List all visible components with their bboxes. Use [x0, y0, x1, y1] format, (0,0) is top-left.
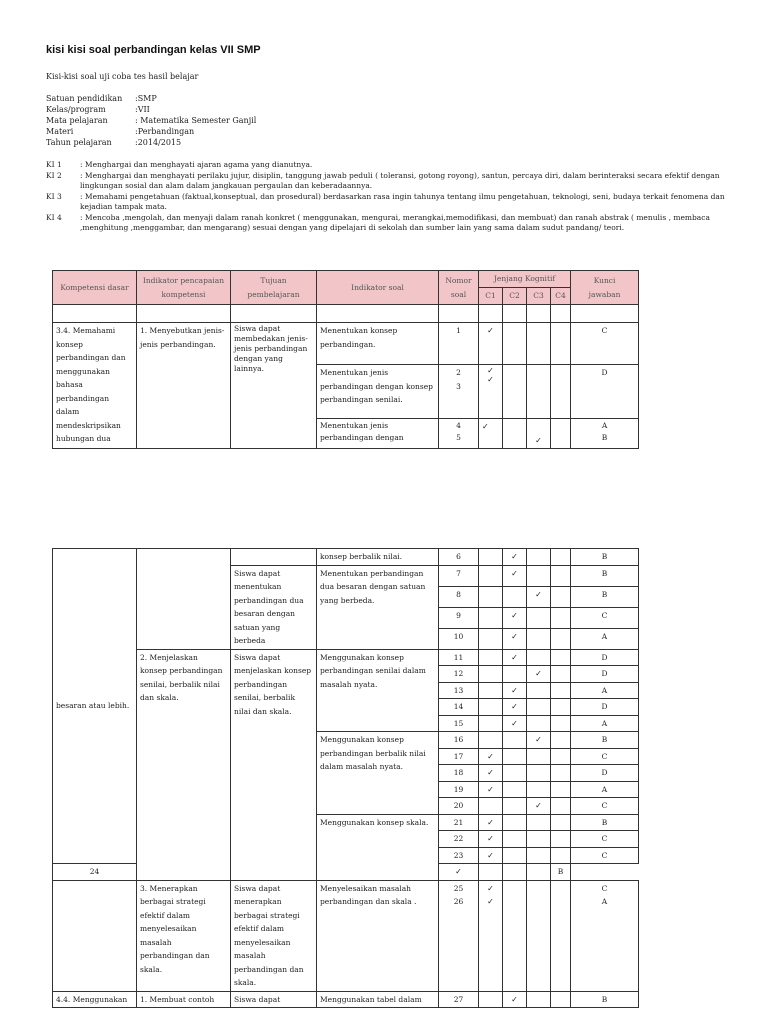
kunci-value: C: [601, 883, 608, 893]
header-indikator-soal: Indikator soal: [317, 271, 439, 305]
table-cell: [527, 365, 551, 419]
kunci-value: A: [601, 421, 608, 430]
table-cell: [317, 305, 439, 323]
table-cell: [503, 765, 527, 782]
table-cell: [503, 732, 527, 749]
table-cell: [551, 748, 571, 765]
table-cell: [551, 666, 571, 683]
table-cell: [551, 765, 571, 782]
table-cell: [527, 565, 551, 586]
kunci-cell: C: [571, 323, 639, 365]
table-cell: [503, 666, 527, 683]
indikator-soal-cell: Menggunakan tabel dalam: [317, 991, 439, 1008]
header-kd: Kompetensi dasar: [53, 271, 137, 305]
indikator-soal-cell: Menggunakan konsep perbandingan berbalik nilai dalam masalah nyata.: [317, 732, 439, 815]
check-icon: ✓: [503, 991, 527, 1008]
ki-text: : Mencoba ,mengolah, dan menyaji dalam ranah konkret ( menggunakan, mengurai, merangkai,memodifikasi, dan membuat) dan ranah abstrak ( menulis , membaca ,menghitung ,menggambar, dan mengarang) sesuai dengan yang dipelajari di sekolah dan sumber lain yang sama dalam sudut pandang/ teori.: [80, 212, 710, 232]
meta-value: : Matematika Semester Ganjil: [135, 116, 257, 125]
table-cell: [503, 323, 527, 365]
kunci-cell: A: [571, 682, 639, 699]
table-cell: [479, 549, 503, 566]
kunci-cell: D: [571, 699, 639, 716]
check-icon: ✓: [479, 748, 503, 765]
header-indikator: [137, 271, 231, 305]
header-tujuan: [231, 271, 317, 305]
nomor-value: 25: [453, 883, 464, 893]
table-cell: [551, 682, 571, 699]
indikator-cell: 1. Membuat contoh: [137, 991, 231, 1008]
check-icon: ✓: [487, 375, 494, 384]
header-indikator-2: kompetensi: [161, 289, 206, 299]
kunci-cell: B: [571, 991, 639, 1008]
kunci-cell: A: [571, 628, 639, 649]
nomor-cell: 20: [439, 798, 479, 815]
table-header-row: [53, 271, 639, 288]
nomor-cell: 9: [439, 607, 479, 628]
table-cell: [503, 748, 527, 765]
nomor-value: 5: [456, 433, 461, 442]
table-cell: [551, 847, 571, 864]
table-cell: [527, 549, 551, 566]
table-cell: [551, 628, 571, 649]
table-spacer-row: [53, 305, 639, 323]
meta-info: [46, 93, 256, 148]
ki-label: KI 2: [46, 170, 62, 180]
table-cell: [527, 715, 551, 732]
table-cell: [551, 649, 571, 666]
tujuan-cell: Siswa dapat menentukan perbandingan dua besaran dengan satuan yang berbeda: [231, 565, 317, 649]
indikator-soal-cell: Menyelesaikan masalah perbandingan dan skala .: [317, 880, 439, 991]
header-nomor: [439, 271, 479, 305]
nomor-cell: 16: [439, 732, 479, 749]
kunci-cell: [571, 419, 639, 449]
table-cell: [439, 305, 479, 323]
tujuan-cell: Siswa dapat: [231, 991, 317, 1008]
nomor-cell: 15: [439, 715, 479, 732]
ki-text: : Memahami pengetahuan (faktual,konseptual, dan prosedural) berdasarkan rasa ingin tahunya tentang ilmu pengetahuan, teknologi, seni, budaya terkait fenomena dan kejadian tampak mata.: [80, 191, 725, 211]
table-row: [53, 880, 639, 991]
table-cell: [479, 798, 503, 815]
kunci-cell: D: [571, 765, 639, 782]
nomor-cell: 6: [439, 549, 479, 566]
nomor-cell: 7: [439, 565, 479, 586]
nomor-cell: 27: [439, 991, 479, 1008]
kunci-cell: B: [571, 549, 639, 566]
kunci-cell: C: [571, 748, 639, 765]
header-kunci-1: Kunci: [593, 275, 616, 285]
table-cell: [527, 781, 551, 798]
table-cell: [551, 565, 571, 586]
table-cell: [503, 831, 527, 848]
kunci-cell: A: [571, 781, 639, 798]
header-c4: C4: [551, 288, 571, 305]
table-cell: [503, 798, 527, 815]
nomor-cell: 19: [439, 781, 479, 798]
subtitle: Kisi-kisi soal uji coba tes hasil belajar: [46, 72, 199, 81]
kunci-value: A: [601, 897, 608, 906]
table-cell: [527, 628, 551, 649]
table-cell: [479, 607, 503, 628]
table-row: [53, 991, 639, 1008]
indikator-soal-cell: konsep berbalik nilai.: [317, 549, 439, 566]
kunci-cell: A: [571, 715, 639, 732]
indikator-soal-cell: Menggunakan konsep skala.: [317, 814, 439, 880]
nomor-cell: [439, 880, 479, 991]
ki-text: : Menghargai dan menghayati perilaku jujur, disiplin, tanggung jawab peduli ( toleransi, gotong royong), santun, percaya diri, dalam berinteraksi secara efektif dengan lingkungan sosial dan alam dalam jangkauan pergaulan dan keberadaannya.: [80, 170, 720, 190]
table-cell: [527, 748, 551, 765]
check-icon: ✓: [479, 847, 503, 864]
table-cell: [527, 323, 551, 365]
kunci-cell: B: [571, 732, 639, 749]
header-c1: C1: [479, 288, 503, 305]
ki-text: : Menghargai dan menghayati ajaran agama yang dianutnya.: [80, 160, 313, 169]
nomor-cell: 10: [439, 628, 479, 649]
kunci-cell: [571, 880, 639, 991]
table-cell: [551, 549, 571, 566]
indikator-soal-cell: Menentukan perbandingan dua besaran dengan satuan yang berbeda.: [317, 565, 439, 649]
table-cell: [551, 586, 571, 607]
meta-value: :2014/2015: [135, 138, 182, 147]
table-cell: [527, 649, 551, 666]
kunci-cell: C: [571, 831, 639, 848]
table-cell: [479, 649, 503, 666]
table-cell: [551, 715, 571, 732]
table-row: [53, 549, 639, 566]
check-icon: ✓: [503, 649, 527, 666]
check-icon: ✓: [479, 781, 503, 798]
check-icon: ✓: [479, 814, 503, 831]
nomor-cell: [439, 365, 479, 419]
table-cell: [551, 365, 571, 419]
kd-cell: [53, 880, 137, 991]
meta-key: Satuan pendidikan: [46, 94, 123, 103]
table-cell: [503, 847, 527, 864]
check-icon: ✓: [487, 366, 494, 375]
nomor-cell: 17: [439, 748, 479, 765]
table-cell: [551, 798, 571, 815]
check-icon: ✓: [527, 586, 551, 607]
table-cell: [551, 781, 571, 798]
check-icon: ✓: [503, 607, 527, 628]
check-icon: ✓: [479, 831, 503, 848]
table-cell: [551, 305, 571, 323]
nomor-value: 3: [456, 381, 461, 391]
table-cell: [551, 607, 571, 628]
tujuan-cell: Siswa dapat menjelaskan konsep perbandingan senilai, berbalik nilai dan skala.: [231, 649, 317, 880]
table-row: [53, 649, 639, 666]
table-cell: [551, 831, 571, 848]
table-cell: [527, 699, 551, 716]
check-icon: ✓: [503, 565, 527, 586]
table-cell: [527, 847, 551, 864]
nomor-cell: 8: [439, 586, 479, 607]
check-icon: ✓: [487, 897, 494, 906]
nomor-cell: 23: [439, 847, 479, 864]
meta-key: Materi: [46, 127, 74, 136]
check-icon: ✓: [527, 666, 551, 683]
header-jenjang: Jenjang Kognitif: [479, 271, 571, 288]
table-cell: [503, 781, 527, 798]
kd-cell: besaran atau lebih.: [53, 549, 137, 864]
check-icon: ✓: [527, 798, 551, 815]
header-indikator-1: Indikator pencapaian: [142, 275, 225, 285]
check-cell: [479, 880, 503, 991]
kisi-table-page1: [52, 270, 639, 449]
nomor-cell: 21: [439, 814, 479, 831]
kisi-table-page2: [52, 548, 639, 1008]
check-icon: ✓: [503, 549, 527, 566]
table-cell: [527, 831, 551, 848]
table-cell: [551, 323, 571, 365]
table-cell: [503, 305, 527, 323]
kunci-cell: D: [571, 649, 639, 666]
nomor-value: 2: [456, 368, 461, 377]
check-icon: ✓: [479, 765, 503, 782]
check-icon: ✓: [503, 699, 527, 716]
check-icon: ✓: [503, 715, 527, 732]
nomor-cell: 14: [439, 699, 479, 716]
kunci-cell: B: [571, 814, 639, 831]
nomor-cell: [439, 419, 479, 449]
page-title: kisi kisi soal perbandingan kelas VII SMP: [46, 44, 261, 56]
table-cell: [479, 628, 503, 649]
table-cell: [479, 732, 503, 749]
nomor-cell: 11: [439, 649, 479, 666]
meta-key: Kelas/program: [46, 105, 106, 114]
kd-cell: 4.4. Menggunakan: [53, 991, 137, 1008]
table-cell: [479, 565, 503, 586]
tujuan-cell: Siswa dapat menerapkan berbagai strategi efektif dalam menyelesaikan masalah perbandingan dan skala.: [231, 880, 317, 991]
tujuan-cell: Siswa dapat membedakan jenis-jenis perbandingan dengan yang lainnya.: [231, 323, 317, 449]
header-nomor-2: soal: [450, 289, 467, 299]
table-cell: [527, 814, 551, 831]
kunci-cell: C: [571, 607, 639, 628]
table-cell: [527, 864, 551, 881]
table-cell: [571, 305, 639, 323]
table-cell: [479, 991, 503, 1008]
indikator-soal-cell: Menentukan jenis perbandingan dengan konsep perbandingan senilai.: [317, 365, 439, 419]
kunci-cell: C: [571, 798, 639, 815]
table-cell: [503, 814, 527, 831]
check-icon: ✓: [527, 419, 551, 449]
header-tujuan-2: pembelajaran: [247, 289, 300, 299]
kunci-cell: C: [571, 847, 639, 864]
check-icon: ✓: [487, 883, 494, 893]
ki-label: KI 4: [46, 212, 62, 222]
kunci-cell: B: [571, 565, 639, 586]
header-kunci: [571, 271, 639, 305]
table-cell: [231, 305, 317, 323]
table-cell: [527, 305, 551, 323]
table-cell: [479, 864, 503, 881]
check-icon: ✓: [527, 732, 551, 749]
kunci-cell: B: [551, 864, 571, 881]
table-cell: [137, 305, 231, 323]
table-cell: [479, 682, 503, 699]
indikator-cell: [137, 549, 231, 650]
kunci-cell: D: [571, 365, 639, 419]
meta-key: Mata pelajaran: [46, 116, 108, 125]
table-cell: [479, 666, 503, 683]
header-c2: C2: [503, 288, 527, 305]
table-cell: [527, 765, 551, 782]
table-cell: [503, 880, 527, 991]
table-row: [53, 323, 639, 365]
table-cell: [527, 880, 551, 991]
ki-label: KI 3: [46, 191, 62, 201]
kunci-cell: D: [571, 666, 639, 683]
kd-cell: 3.4. Memahami konsep perbandingan dan menggunakan bahasa perbandingan dalam mendeskripsikan hubungan dua: [53, 323, 137, 449]
table-cell: [479, 699, 503, 716]
meta-value: :SMP: [135, 94, 157, 103]
check-cell: [479, 365, 503, 419]
nomor-cell: 1: [439, 323, 479, 365]
indikator-cell: 3. Menerapkan berbagai strategi efektif dalam menyelesaikan masalah perbandingan dan skala.: [137, 880, 231, 991]
table-cell: [551, 880, 571, 991]
table-cell: [503, 586, 527, 607]
header-tujuan-1: Tujuan: [260, 275, 287, 285]
table-cell: [551, 814, 571, 831]
table-cell: [479, 715, 503, 732]
indikator-soal-cell: Menentukan jenis perbandingan dengan: [317, 419, 439, 449]
ki-label: KI 1: [46, 160, 62, 169]
table-cell: [53, 305, 137, 323]
indikator-cell: 1. Menyebutkan jenis-jenis perbandingan.: [137, 323, 231, 449]
header-nomor-1: Nomor: [445, 275, 472, 285]
meta-value: :Perbandingan: [135, 127, 195, 136]
table-cell: [551, 991, 571, 1008]
kunci-value: B: [601, 433, 608, 442]
table-cell: [503, 419, 527, 449]
check-icon: ✓: [503, 628, 527, 649]
tujuan-cell: [231, 549, 317, 566]
check-icon: ✓: [479, 323, 503, 365]
table-cell: [551, 699, 571, 716]
header-c3: C3: [527, 288, 551, 305]
table-cell: [527, 682, 551, 699]
check-icon: ✓: [503, 682, 527, 699]
nomor-cell: 12: [439, 666, 479, 683]
nomor-cell: 22: [439, 831, 479, 848]
nomor-value: 26: [453, 897, 464, 906]
table-cell: [551, 419, 571, 449]
meta-key: Tahun pelajaran: [46, 138, 112, 147]
meta-value: :VII: [135, 105, 150, 114]
nomor-cell: 18: [439, 765, 479, 782]
nomor-value: 4: [456, 421, 461, 430]
table-cell: [551, 732, 571, 749]
kunci-cell: B: [571, 586, 639, 607]
nomor-cell: 24: [53, 864, 137, 881]
table-cell: [503, 864, 527, 881]
indikator-cell: 2. Menjelaskan konsep perbandingan senilai, berbalik nilai dan skala.: [137, 649, 231, 880]
check-icon: ✓: [479, 419, 503, 449]
nomor-cell: 13: [439, 682, 479, 699]
ki-list: [46, 160, 726, 234]
table-cell: [527, 991, 551, 1008]
table-cell: [479, 586, 503, 607]
table-cell: [479, 305, 503, 323]
table-cell: [503, 365, 527, 419]
indikator-soal-cell: Menentukan konsep perbandingan.: [317, 323, 439, 365]
header-kunci-2: jawaban: [588, 289, 621, 299]
table-cell: [527, 607, 551, 628]
check-icon: ✓: [439, 864, 479, 881]
indikator-soal-cell: Menggunakan konsep perbandingan senilai dalam masalah nyata.: [317, 649, 439, 732]
